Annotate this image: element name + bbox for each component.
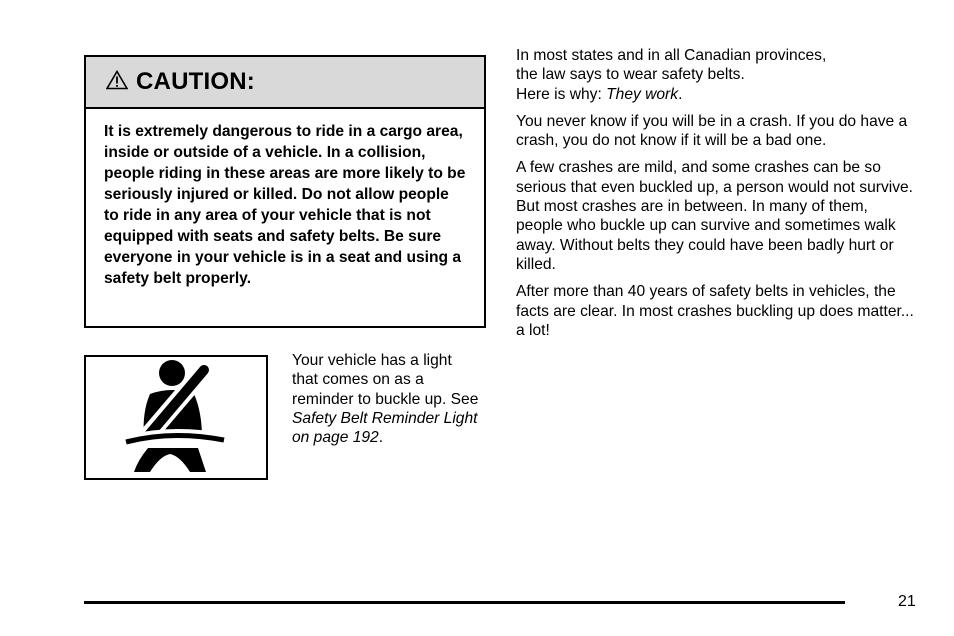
paragraph-crash-unknown: You never know if you will be in a crash. If you do have a crash, you do not know if it will be a bad one.: [516, 112, 908, 150]
paragraph-facts: After more than 40 years of safety belts in vehicles, the facts are clear. In most crashes buckling up does matter... a lot!: [516, 283, 914, 339]
reminder-text-prefix: Your vehicle has a light that comes on as a reminder to buckle up. See: [292, 352, 479, 408]
caution-box: [84, 55, 486, 328]
paragraph-crash-severity: A few crashes are mild, and some crashes can be so serious that even buckled up, a person would not survive. But most crashes are in between. In many of them, people who buckle up can survive and sometimes walk away. Without belts they could have been badly hurt or killed.: [516, 159, 914, 273]
paragraph-law: [516, 46, 916, 104]
reminder-text-suffix: .: [378, 429, 384, 447]
paragraph-law-line3-emphasis: They work: [606, 85, 679, 103]
footer-rule: [84, 601, 845, 604]
seatbelt-icon-frame: [84, 355, 268, 480]
paragraph-law-line3-suffix: .: [678, 85, 683, 103]
seatbelt-reminder-icon: [120, 356, 232, 479]
paragraph-law-line3-prefix: Here is why:: [516, 85, 607, 103]
page-number: 21: [898, 593, 916, 610]
caution-title: CAUTION:: [136, 68, 255, 95]
paragraph-law-line1: In most states and in all Canadian provinces,: [516, 47, 827, 64]
caution-header: [86, 57, 484, 109]
warning-triangle-icon: [106, 70, 128, 95]
paragraph-law-line2: the law says to wear safety belts.: [516, 66, 745, 84]
body-column-right: [516, 46, 916, 348]
reminder-page-reference: Safety Belt Reminder Light on page 192: [292, 409, 478, 447]
caution-body: It is extremely dangerous to ride in a cargo area, inside or outside of a vehicle. In a collision, people riding in these areas are more likely to be seriously injured or killed. Do not allow people to ride in any area of your vehicle that is not equipped with seats and safety belts. Be sure everyone in your vehicle is in a seat and using a safety belt properly.: [104, 123, 466, 287]
reminder-text: [292, 351, 482, 447]
